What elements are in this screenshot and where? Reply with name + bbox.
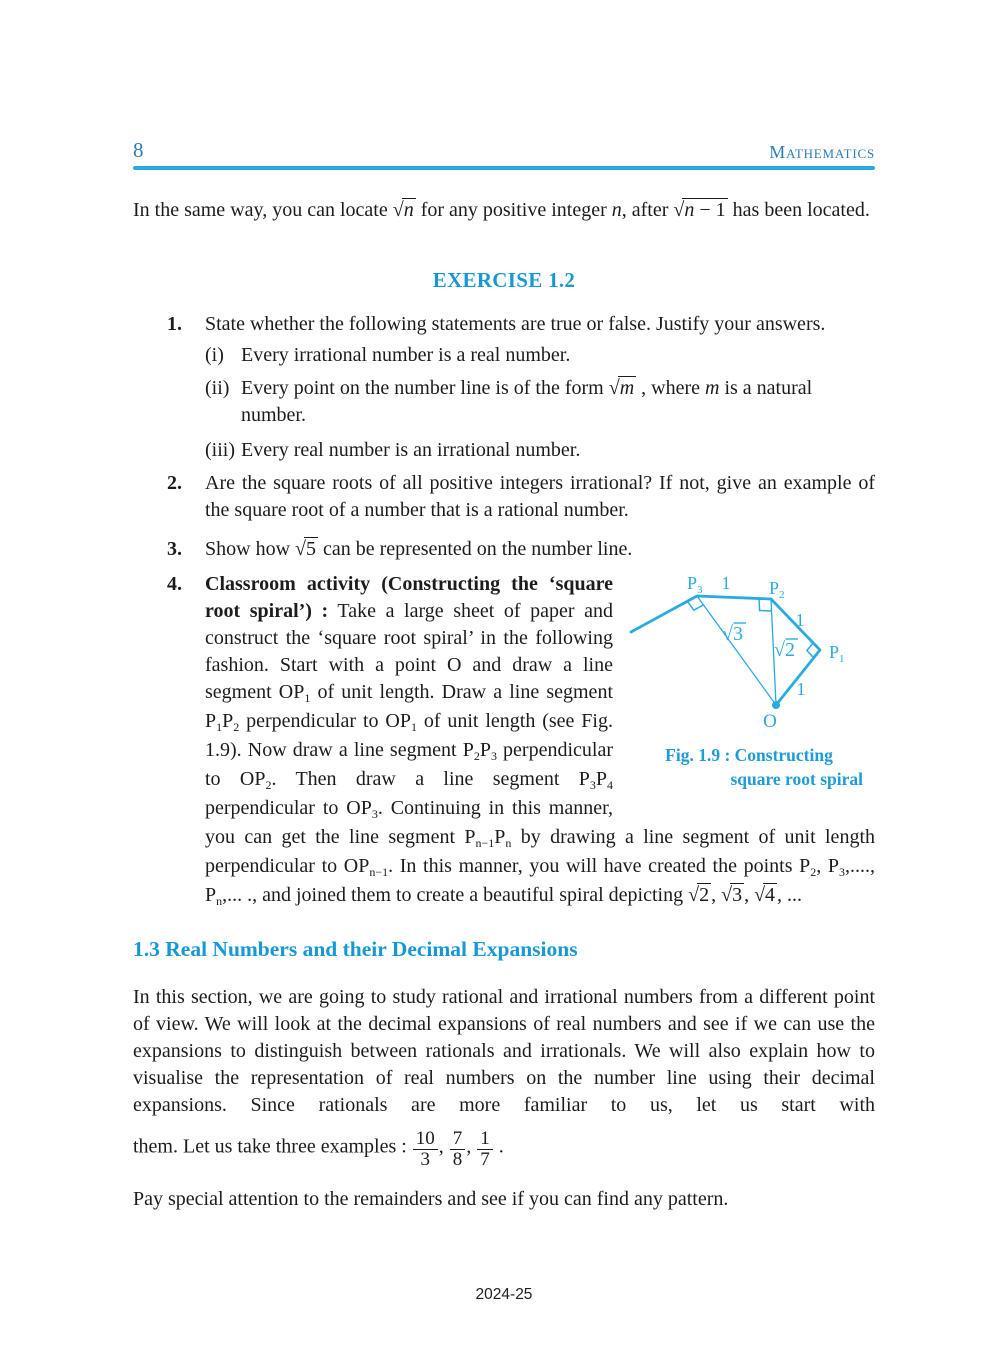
item-number: 4. bbox=[167, 573, 182, 595]
section-heading: 1.3 Real Numbers and their Decimal Expansions bbox=[133, 937, 578, 961]
exercise-list bbox=[133, 311, 875, 911]
running-head: Mathematics bbox=[769, 142, 875, 162]
subitem-number: (i) bbox=[205, 344, 224, 366]
unit-label-right: 1 bbox=[795, 610, 805, 630]
unit-label-bottom: 1 bbox=[796, 679, 806, 699]
item-text: Classroom activity (Constructing the ‘square root spiral’) : Take a large sheet of paper and construct the ‘square root spiral’ in the following fashion. Start with a point O and draw a line segment OP1 of unit length. Draw a line segment P1P2 perpendicular to OP1 of unit length (see Fig. 1.9). Now draw a line segment P2P3 perpendicular to OP2. Then draw a line segment P3P4 perpendicular to OP3. Continuing in this manner, you can get the line segment Pn−1Pn by drawing a line segment of unit length perpendicular to OPn−1. In this manner, you will have created the points P2, P3,...., Pn,... ., and joined them to create a beautiful spiral depicting √2 , √3 , √4 , ... bbox=[205, 573, 875, 908]
radius-op3-line bbox=[697, 596, 776, 705]
right-angle-marker-p2 bbox=[759, 599, 772, 612]
sqrt2-label: √2 bbox=[774, 639, 795, 661]
page-header bbox=[133, 140, 875, 161]
figure-caption bbox=[623, 743, 875, 791]
unit-label-top: 1 bbox=[721, 573, 731, 593]
page-footer: 2024-25 bbox=[475, 1286, 533, 1303]
header-rule bbox=[133, 166, 875, 170]
subitem-text: Every irrational number is a real number. bbox=[241, 344, 571, 366]
sqrt3-label: √3 bbox=[722, 623, 743, 645]
exercise-subitem-i bbox=[205, 342, 875, 369]
label-p1: $P_1$ bbox=[829, 642, 845, 665]
exercise-item-1 bbox=[133, 311, 875, 338]
item-text: Show how √5 can be represented on the number line. bbox=[205, 538, 633, 560]
label-p2: $P_2$ bbox=[769, 578, 785, 601]
subitem-number: (iii) bbox=[205, 439, 235, 461]
item-number: 2. bbox=[167, 472, 182, 494]
item-text: Are the square roots of all positive integers irrational? If not, give an example of the square root of a number that is a rational number. bbox=[205, 472, 875, 521]
intro-paragraph: In the same way, you can locate √n for any positive integer n, after √n − 1 has been located. bbox=[133, 199, 870, 221]
figure-caption-line2: square root spiral bbox=[730, 769, 863, 789]
exercise-subitem-iii bbox=[205, 437, 875, 464]
origin-point-dot bbox=[772, 701, 780, 709]
item-number: 3. bbox=[167, 538, 182, 560]
subitem-number: (ii) bbox=[205, 377, 230, 399]
subitem-text: Every real number is an irrational number. bbox=[241, 439, 581, 461]
label-p3: $P_3$ bbox=[687, 573, 703, 596]
section-paragraph-2: Pay special attention to the remainders and see if you can find any pattern. bbox=[133, 1188, 729, 1211]
exercise-item-4 bbox=[133, 571, 875, 911]
page-content bbox=[133, 0, 875, 1213]
exercise-item-2 bbox=[133, 470, 875, 524]
exercise-title: EXERCISE 1.2 bbox=[432, 268, 576, 292]
subitem-text: Every point on the number line is of the form √m , where m is a natural number. bbox=[241, 377, 813, 426]
square-root-spiral-figure bbox=[623, 565, 875, 730]
section-paragraph-1: In this section, we are going to study rational and irrational numbers from a different point of view. We will look at the decimal expansions of real numbers and see if we can use the expansions to distinguish between rationals and irrationals. We will also explain how to visualise the representation of real numbers on the number line using their decimal expansions. Since rationals are more familiar to us, let us start with bbox=[133, 985, 875, 1116]
figure-caption-line1: Fig. 1.9 : Constructing bbox=[665, 745, 833, 765]
item-text: State whether the following statements are true or false. Justify your answers. bbox=[205, 313, 826, 335]
item-number: 1. bbox=[167, 313, 182, 335]
item-text-with-figure bbox=[205, 571, 875, 911]
exercise-subitem-ii bbox=[205, 375, 875, 429]
exercise-item-3 bbox=[133, 536, 875, 563]
examples-line: them. Let us take three examples : $\frac{10}{3}$ , $\frac{7}{8}$ , $\frac{1}{7}$ . bbox=[133, 1127, 504, 1171]
page-number: 8 bbox=[133, 138, 144, 162]
right-angle-marker-p1 bbox=[807, 643, 814, 658]
label-origin: O bbox=[763, 711, 777, 730]
figure-1-9 bbox=[623, 565, 875, 791]
